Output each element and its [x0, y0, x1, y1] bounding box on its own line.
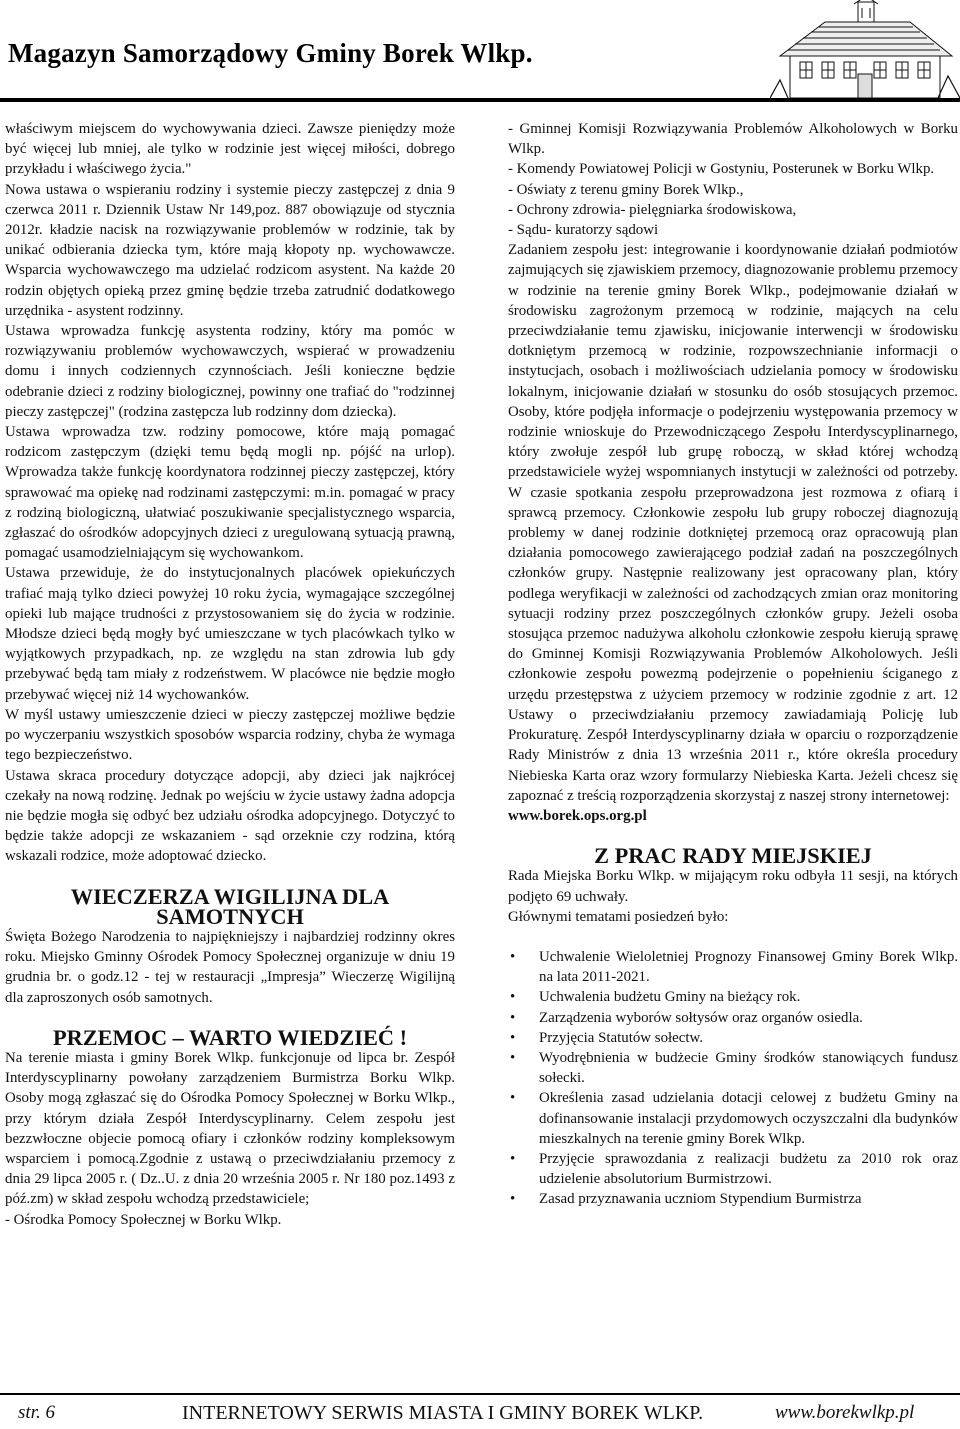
page-footer: [0, 1393, 960, 1429]
member-item: - Oświaty z terenu gminy Borek Wlkp.,: [508, 181, 744, 198]
przemoc-heading: PRZEMOC – WARTO WIEDZIEĆ !: [52, 1024, 408, 1050]
list-item: • Określenia zasad udzielania dotacji celowej z budżetu Gminy na dofinansowanie instalacji przydomowych oczyszczalni dla budynków mieszkalnych na terenie gminy Borek Wlkp.: [508, 1088, 958, 1149]
list-item: • Uchwalenia budżetu Gminy na bieżący rok.: [508, 987, 958, 1007]
article-paragraph: Ustawa wprowadza tzw. rodziny pomocowe, które mają pomagać rodzicom zastępczym (dzięki temu będą mogli np. pójść na urlop). Wprowadza także funkcję koordynatora rodzinnej pieczy zastępczej, który sprawować ma opiekę nad rodzinami zastępczymi: m.in. pomagać w pracy z rodziną biologiczną, ułatwiać poszukiwanie specjalistycznego wsparcia, zgłaszać do ośrodków adopcyjnych dzieci z uregulowaną sytuacją prawną, pomagać usamodzielniającym się wychowankom.: [5, 424, 455, 562]
list-item: • Zarządzenia wyborów sołtysów oraz organów osiedla.: [508, 1008, 958, 1028]
list-item: • Zasad przyznawania uczniom Stypendium Burmistrza: [508, 1189, 958, 1209]
member-item: - Sądu- kuratorzy sądowi: [508, 222, 659, 239]
wigilia-text: Święta Bożego Narodzenia to najpiękniejszy i najbardziej rodzinny okres roku. Miejsko Gminny Ośrodek Pomocy Społecznej organizuje w dniu 19 grudnia br. o godz.12 - tej w restauracji „Impresja” Wieczerzę Wigilijną dla zaproszonych osób samotnych.: [5, 928, 455, 1006]
ops-link[interactable]: www.borek.ops.org.pl: [508, 807, 647, 824]
article-paragraph: Nowa ustawa o wspieraniu rodziny i systemie pieczy zastępczej z dnia 9 czerwca 2011 r. Dziennik Ustaw Nr 149,poz. 887 obowiązuje od stycznia 2012r. kładzie nacisk na rozwiązywanie problemów w rodzinie, tak by unikać odbierania dziecka tym, które mają kłopoty np. wychowawcze. Wsparcia wychowawczego ma udzielać rodzicom asystent. Na każde 20 rodzin objętych opieką przez gminę będzie trzeba zatrudnić dodatkowego urzędnika - asystent rodzinny.: [5, 181, 455, 319]
masthead: [0, 0, 960, 110]
town-hall-building-icon: [770, 0, 960, 98]
member-item: - Ochrony zdrowia- pielęgniarka środowiskowa,: [508, 201, 797, 218]
member-item: - Komendy Powiatowej Policji w Gostyniu, Posterunek w Borku Wlkp.: [508, 161, 935, 178]
rada-text: Rada Miejska Borku Wlkp. w mijającym roku odbyła 11 sesji, na których podjęto 69 uchwały.: [508, 868, 958, 905]
przemoc-text: Na terenie miasta i gminy Borek Wlkp. funkcjonuje od lipca br. Zespół Interdyscyplinarny powołany zarządzeniem Burmistrza Borku Wlkp. Osoby mogą zgłaszać się do Ośrodka Pomocy Społecznej w Borku Wlkp., przy którym działa Zespół Interdyscyplinarny. Celem zespołu jest bezzwłoczne objecie pomocą ofiary i członków rodziny kompleksowym wsparciem i pomocą.Zgodnie z ustawą o przeciwdziałaniu przemocy z dnia 29 lipca 2005 r. ( Dz..U. z dnia 20 września 2005 r. Nr 180 poz.1493 z póź.zm) w skład zespołu wchodzą przedstawiciele;: [5, 1049, 455, 1208]
left-column: [5, 119, 455, 1230]
zespol-text: Zadaniem zespołu jest: integrowanie i koordynowanie działań podmiotów zajmujących się zjawiskiem przemocy, diagnozowanie problemu przemocy w rodzinie na terenie gminy Borek Wlkp., podejmowanie działań w środowisku zagrożonym przemocą w rodzinie, mających na celu przeciwdziałanie temu zjawisku, inicjowanie interwencji w środowisku dotkniętym przemocą w rodzinie, rozpowszechnianie informacji o instytucjach, osobach i możliwościach udzielania pomocy w środowisku lokalnym, inicjowanie działań w stosunku do osób stosujących przemoc. Osoby, które podjęła informacje o podejrzeniu występowania przemocy w rodzinie wnioskuje do Przewodniczącego Zespołu Interdyscyplinarnego, który zwołuje zespół lub grupę roboczą, w skład której wchodzą przedstawiciele wyżej wspomnianych instytucji w zależności od potrzeby. W czasie spotkania zespołu przeprowadzona jest rozmowa z ofiarą i sprawcą przemocy. Członkowie zespołu lub grupy roboczej diagnozują problemy w danej rodzinie dotkniętej przemocą oraz opracowują plan działania pomocowego zawierającego podział zadań na poszczególnych członków grupy. Następnie realizowany jest opracowany plan, który podlega weryfikacji w zależności od zachodzących zmian oraz monitoring sytuacji rodziny przez poszczególnych członków grupy. Jeżeli osoba stosująca przemoc nadużywa alkoholu członkowie zespołu kierują sprawę do Gminnej Komisji Rozwiązywania Problemów Alkoholowych. Jeśli członkowie zespołu powezmą podejrzenie o popełnieniu ściganego z urzędu przestępstwa z użyciem przemocy w rodzinie zgodnie z art. 12 Ustawy o przeciwdziałaniu przemocy zawiadamiają Policję lub Prokuraturę. Zespół Interdyscyplinarny działa w oparciu o rozporządzenie Rady Ministrów z dnia 13 września 2011 r., które określa procedury Niebieska Karta oraz wzory formularzy Niebieska Karta. Jeżeli chcesz się zapoznać z treścią rozporządzenia skorzystaj z naszej strony internetowej:: [508, 242, 958, 804]
page-number: str. 6: [18, 1402, 55, 1423]
list-item: • Uchwalenie Wieloletniej Prognozy Finansowej Gminy Borek Wlkp. na lata 2011-2021.: [508, 947, 958, 987]
list-item: • Wyodrębnienia w budżecie Gminy środków stanowiących fundusz sołecki.: [508, 1048, 958, 1088]
right-column: [508, 119, 958, 1210]
footer-title: INTERNETOWY SERWIS MIASTA I GMINY BOREK WLKP.: [182, 1402, 704, 1424]
spacer: [508, 927, 958, 947]
article-paragraph: właściwym miejscem do wychowywania dzieci. Zawsze pieniędzy może być więcej lub mniej, ale tylko w rodzinie jest więcej miłości, dobrego przykładu i właściwego życia.": [5, 121, 455, 178]
article-paragraph: Ustawa skraca procedury dotyczące adopcji, aby dzieci jak najkrócej czekały na nową rodzinę. Jednak po wejściu w życie ustawy żadna adopcja nie będzie mogła się odbyć bez udziału ośrodka adopcyjnego. Dotyczyć to będzie także adopcji ze wskazaniem - sąd orzeknie czy rodzina, którą wskazali rodzice, może adoptować dziecko.: [5, 767, 455, 865]
masthead-rule: [0, 98, 960, 102]
list-item: • Przyjęcia Statutów sołectw.: [508, 1028, 958, 1048]
footer-rule: [0, 1393, 960, 1395]
article-paragraph: Ustawa przewiduje, że do instytucjonalnych placówek opiekuńczych trafiać mają tylko dzieci powyżej 10 roku życia, wymagające szczególnej opieki lub mające trudności z przystosowaniem się do życia w rodzinie. Młodsze dzieci będą mogły być umieszczane w tych placówkach tylko w wyjątkowych przypadkach, np. ze względu na stan zdrowia lub gdy przebywać będą tam miały z rodzeństwem. W placówce nie będzie mogło przebywać więcej niż 14 wychowanków.: [5, 565, 455, 703]
member-item: - Gminnej Komisji Rozwiązywania Problemów Alkoholowych w Borku Wlkp.: [508, 121, 958, 158]
rada-intro: Głównymi tematami posiedzeń było:: [508, 908, 729, 925]
article-paragraph: W myśl ustawy umieszczenie dzieci w pieczy zastępczej możliwe będzie po wyczerpaniu wszystkich sposobów wsparcia rodziny, chyba że wymaga tego bezpieczeństwo.: [5, 706, 455, 764]
list-item: • Przyjęcie sprawozdania z realizacji budżetu za 2010 rok oraz udzielenie absolutorium Burmistrzowi.: [508, 1149, 958, 1189]
przemoc-member-item: - Ośrodka Pomocy Społecznej w Borku Wlkp.: [5, 1211, 282, 1228]
article-paragraph: Ustawa wprowadza funkcję asystenta rodziny, który ma pomóc w rozwiązywaniu problemów wychowawczych, wspierać w prowadzeniu domu i innych codziennych czynnościach. Jeśli konieczne będzie odebranie dzieci z rodziny biologicznej, powinny one trafiać do "rodzinnej pieczy zastępczej" (rodzina zastępcza lub rodzinny dom dziecka).: [5, 323, 455, 420]
rada-heading: Z PRAC RADY MIEJSKIEJ: [594, 843, 872, 869]
rada-topics-list: [508, 947, 958, 1210]
masthead-title: Magazyn Samorządowy Gminy Borek Wlkp.: [8, 38, 533, 68]
wigilia-heading: WIECZERZA WIGILIJNA DLA SAMOTNYCH: [70, 883, 390, 929]
website-link[interactable]: www.borekwlkp.pl: [775, 1402, 915, 1423]
